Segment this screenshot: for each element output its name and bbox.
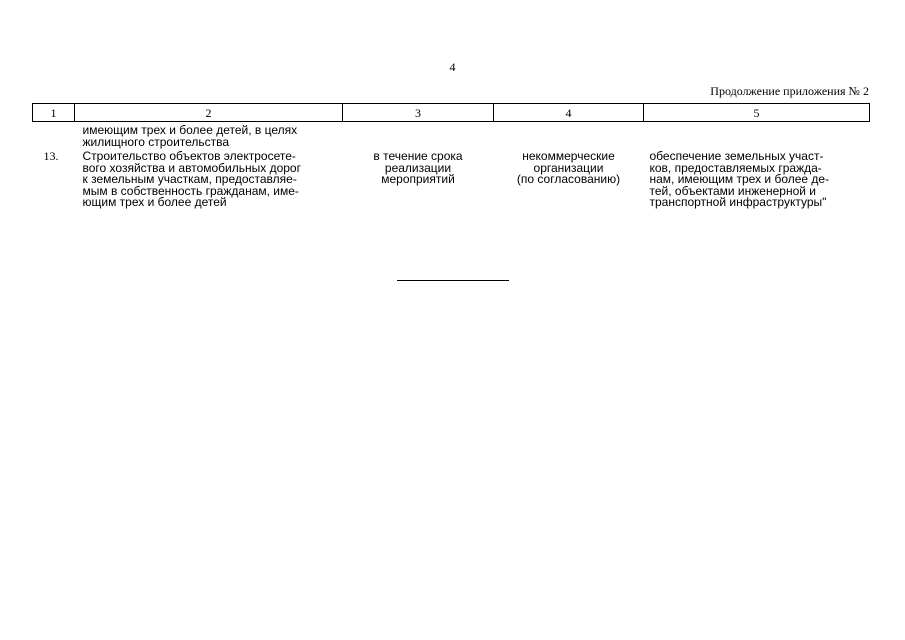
- result-line: обеспечение земельных участ-: [649, 149, 824, 163]
- activity-line: ющим трех и более детей: [82, 195, 227, 209]
- continuation-executor-cell: [494, 122, 644, 152]
- executor-cell: [494, 151, 644, 209]
- column-number-5: 5: [644, 104, 870, 122]
- result-cell: [644, 151, 870, 209]
- executor-line: некоммерческие: [522, 149, 615, 163]
- activity-line: Строительство объектов электросете-: [82, 149, 296, 163]
- executor-line: организации: [533, 160, 604, 175]
- continuation-result-cell: [644, 122, 870, 152]
- activity-cell: [75, 151, 343, 209]
- activity-line: вого хозяйства и автомобильных дорог: [82, 160, 301, 175]
- continuation-number-cell: [33, 122, 75, 152]
- activity-line: мым в собственность гражданам, име-: [82, 183, 299, 198]
- result-line: транспортной инфраструктуры": [649, 195, 827, 209]
- term-line: мероприятий: [381, 172, 455, 186]
- column-number-2: 2: [75, 104, 343, 122]
- result-line: тей, объектами инженерной и: [649, 183, 816, 198]
- result-line: нам, имеющим трех и более де-: [649, 172, 830, 186]
- table-row: [33, 151, 870, 209]
- table-row-continuation: [33, 122, 870, 152]
- column-number-4: 4: [494, 104, 644, 122]
- continuation-line: имеющим трех и более детей, в целях: [82, 123, 298, 137]
- executor-line: (по согласованию): [516, 172, 621, 186]
- continuation-note: Продолжение приложения № 2: [710, 84, 869, 98]
- term-line: в течение срока: [373, 149, 463, 163]
- page-number: 4: [449, 60, 456, 74]
- row-number: 13.: [43, 149, 59, 163]
- column-number-1: 1: [33, 104, 75, 122]
- continuation-activity-cell: [75, 122, 343, 152]
- term-cell: [343, 151, 494, 209]
- column-number-row: [33, 104, 870, 122]
- column-number-3: 3: [343, 104, 494, 122]
- annex-table: [32, 103, 870, 209]
- document-end-rule: [397, 280, 509, 281]
- continuation-term-cell: [343, 122, 494, 152]
- continuation-line: жилищного строительства: [82, 134, 230, 149]
- term-line: реализации: [384, 160, 452, 175]
- activity-line: к земельным участкам, предоставляе-: [82, 172, 297, 186]
- result-line: ков, предоставляемых гражда-: [649, 160, 822, 175]
